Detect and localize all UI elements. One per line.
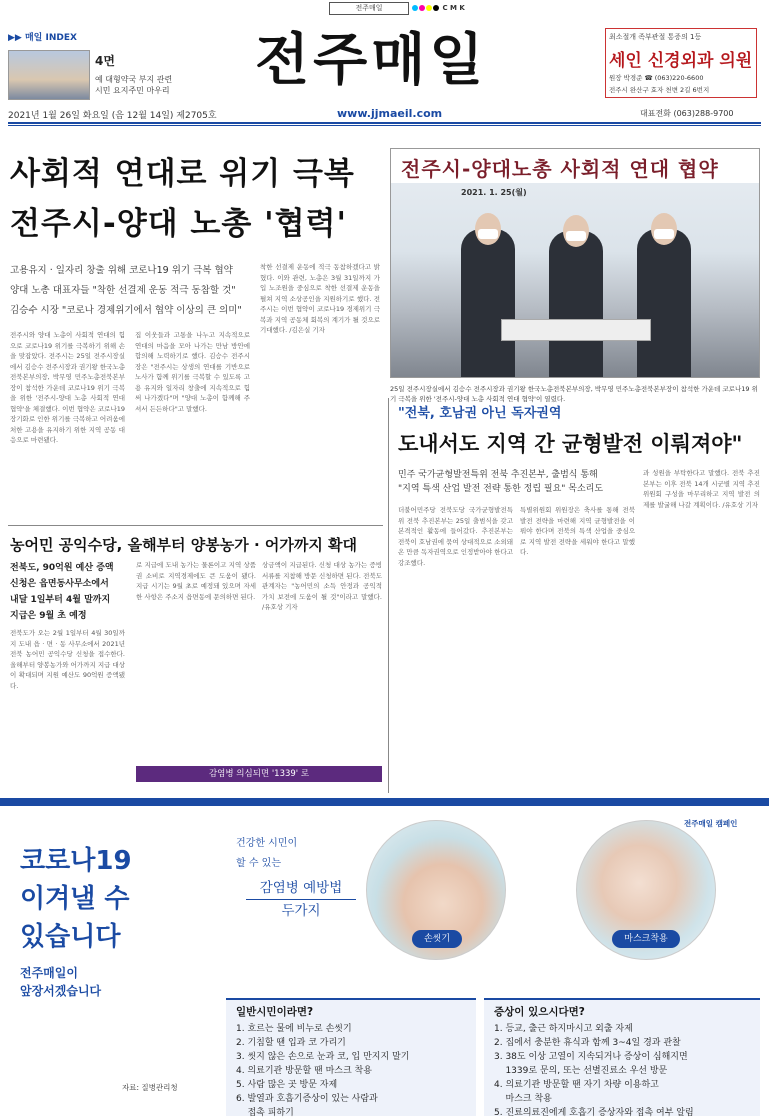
mask xyxy=(478,229,498,239)
general-public-title: 일반시민이라면? xyxy=(236,1006,314,1018)
header-rule xyxy=(8,122,761,124)
lead-subhead: 고용유지 · 일자리 창출 위해 코로나19 위기 극복 협약 xyxy=(10,265,233,276)
index-line: 예 대형약국 부지 관련 xyxy=(95,75,173,84)
photo-banner xyxy=(391,149,759,183)
index-label-text: 매일 INDEX xyxy=(24,33,77,43)
campaign-label: 전주매일 캠페인 xyxy=(684,819,738,828)
agreement-documents xyxy=(501,319,651,341)
tip-item: 1. 흐르는 물에 비누로 손씻기 xyxy=(236,1024,352,1034)
tip-item: 접촉 피하기 xyxy=(236,1108,294,1118)
lead-subhead: 양대 노총 대표자들 "착한 선결제 운동 적극 동참할 것" xyxy=(10,285,236,296)
symptom-box xyxy=(484,998,760,1116)
third-subhead: 지급은 9월 초 예정 xyxy=(10,611,87,621)
campaign-intro xyxy=(236,834,297,874)
second-body-col1: 더불어민주당 전북도당 국가균형발전특위 전북 추진본부는 25일 출범식을 갖고 본격적인 활동에 들어갔다. 추진본부는 전북이 호남권에 묶여 상대적으로 소외돼 온 만큼 독자권역으로 인정받아야 한다고 강조했다. xyxy=(398,506,513,567)
site-url[interactable]: www.jjmaeil.com xyxy=(337,107,443,120)
index-summary xyxy=(95,74,172,96)
second-headline[interactable]: 도내서도 지역 간 균형발전 이뤄져야" xyxy=(398,432,743,456)
ad-phone: 원장 박경준 ☎ (063)220-6600 xyxy=(609,74,704,82)
handwashing-label: 손씻기 xyxy=(412,930,462,948)
symptom-item: 2. 집에서 충분한 휴식과 함께 3~4일 경과 관찰 xyxy=(494,1038,681,1048)
lead-headline-1[interactable]: 사회적 연대로 위기 극복 xyxy=(10,156,355,192)
masthead-logo: 전주매일 xyxy=(255,28,488,93)
campaign-slogan-line: 있습니다 xyxy=(20,922,121,952)
third-subhead: 전북도, 90억원 예산 증액 xyxy=(10,563,114,573)
campaign-sponsor xyxy=(20,964,101,1000)
mask-label: 마스크착용 xyxy=(612,930,680,948)
general-public-box xyxy=(226,998,476,1116)
edition-box: 전주매일 xyxy=(329,2,409,15)
tip-item: 2. 기침할 땐 입과 코 가리기 xyxy=(236,1038,346,1048)
third-body-col1: 전북도가 오는 2월 1일부터 4월 30일까지 도내 읍 · 면 · 동 사무소에서 2021년 전북 농어민 공익수당 신청을 접수한다. 올해부터 양봉농가와 어가까지 지급 대상이 확대되며 지원 예산도 90억원 증액됐다. xyxy=(10,629,125,690)
campaign-slogan xyxy=(20,842,132,956)
campaign-sponsor-line: 전주매일이 xyxy=(20,966,78,980)
third-subhead: 신청은 읍면동사무소에서 xyxy=(10,579,109,589)
divider xyxy=(8,525,383,526)
cmyk-label: C M K xyxy=(442,4,465,12)
tip-item: 5. 사람 많은 곳 방문 자제 xyxy=(236,1080,338,1090)
index-page[interactable]: 4면 xyxy=(95,54,115,68)
photo-date: 2021. 1. 25(월) xyxy=(461,188,527,197)
main-phone: 대표전화 (063)288-9700 xyxy=(640,109,734,118)
header-rule-thin xyxy=(8,125,761,126)
lead-headline-2[interactable]: 전주시-양대 노총 '협력' xyxy=(10,206,347,242)
symptom-item: 4. 의료기관 방문할 땐 자기 차량 이용하고 xyxy=(494,1080,659,1090)
lead-photo[interactable] xyxy=(390,148,760,378)
third-subhead: 내달 1일부터 4월 말까지 xyxy=(10,595,111,605)
symptom-item: 마스크 착용 xyxy=(494,1094,552,1104)
photo-caption: 25일 전주시장실에서 김승수 전주시장과 권기왕 한국노총전북본부의장, 박무영 민주노총전북본부장이 참석한 가운데 코로나19 위기 극복을 위한 '전주시-양대 노총 사회적 연대 협약'이 열렸다. xyxy=(390,385,758,403)
campaign-title xyxy=(246,877,356,922)
lead-body-col2: 집 이웃들과 고통을 나누고 지속적으로 연대의 마음을 모아 나가는 만남 방안에 합의해 노력하기로 했다. 김승수 전주시장은 "전주시는 상생의 연대를 기반으로 노사가 함께 위기를 극복할 수 있도록 고용 유지와 일자리 창출에 지속적으로 힘써 나가겠다"며 "양대 노총이 함께해 주셔서 든든하다"고 말했다. xyxy=(135,331,250,413)
clinic-ad[interactable] xyxy=(605,28,757,98)
index-label: ▶▶ 매일 INDEX xyxy=(8,33,77,43)
person xyxy=(461,229,515,378)
ad-tagline: 최소절개 족부관절 통증의 1등 xyxy=(609,33,702,41)
tip-item: 4. 의료기관 방문할 땐 마스크 착용 xyxy=(236,1066,372,1076)
symptom-item: 1. 등교, 출근 하지마시고 외출 자제 xyxy=(494,1024,633,1034)
campaign-title-line: 두가지 xyxy=(281,903,321,919)
hotline-bar: 감염병 의심되면 '1339' 로 xyxy=(136,766,382,782)
lead-body-col1: 전주시와 양대 노총이 사회적 연대의 힘으로 코로나19 위기를 극복하기 위해 손을 맞잡았다. 전주시는 25일 전주시장실에서 김승수 전주시장과 권기왕 한국노총전북본부의장, 박무영 민주노총전북본부장이 참석한 가운데 코로나19 위기 극복을 위한 '전주시-양대 노총 사회적 연대 협약'을 체결했다. 이번 협약은 코로나19 장기화로 인한 위기를 극복하고 어려움에 처한 고용을 유지하기 위한 지역 공동 대응으로 마련됐다. xyxy=(10,331,125,444)
person xyxy=(549,231,603,378)
campaign-sponsor-line: 앞장서겠습니다 xyxy=(20,984,102,998)
photo-banner-text: 전주시-양대노총 사회적 연대 협약 xyxy=(401,157,719,181)
symptom-item: 5. 진료의료진에게 호흡기 증상자와 접촉 여부 알림 xyxy=(494,1108,694,1118)
third-body-col2: 로 지급에 도내 농가는 물론이고 지역 상품권 소비로 지역경제에도 큰 도움이 됐다. 지급 시기는 9월 초로 예정돼 있으며 자세한 사항은 주소지 읍면동에 문의하면 된다. xyxy=(136,561,256,601)
campaign-slogan-line: 코로나19 xyxy=(20,846,132,876)
second-body-col2: 특별위원회 위원장은 축사를 통해 전북 발전 전략을 마련해 지역 균형발전을 이뤄야 한다며 전북의 특색 산업을 중심으로 지역 발전 전략을 세워야 한다고 말했다. xyxy=(520,506,635,556)
campaign-slogan-line: 이겨낼 수 xyxy=(20,884,130,914)
third-subheads xyxy=(10,560,114,624)
person xyxy=(637,229,691,378)
index-line: 시민 요지주민 마우리 xyxy=(95,86,170,95)
mask xyxy=(654,229,674,239)
tip-item: 6. 발열과 호흡기증상이 있는 사람과 xyxy=(236,1094,378,1104)
issue-date: 2021년 1월 26일 화요일 (음 12월 14일) 제2705호 xyxy=(8,111,217,121)
mask xyxy=(566,231,586,241)
symptom-item: 3. 38도 이상 고열이 지속되거나 증상이 심해지면 xyxy=(494,1052,688,1062)
divider xyxy=(388,398,389,793)
campaign-intro-line: 할 수 있는 xyxy=(236,858,281,869)
symptom-item: 1339로 문의, 또는 선별진료소 우선 방문 xyxy=(494,1066,668,1076)
lead-subhead: 김승수 시장 "코로나 경제위기에서 협약 이상의 큰 의미" xyxy=(10,305,242,316)
index-thumbnail[interactable] xyxy=(8,50,90,100)
second-body-col3: 과 성원을 부탁한다고 말했다. 전북 추진본부는 이후 전북 14개 시군별 지역 추진위원회 구성을 마무리하고 지역 발전 의제를 발굴해 나갈 계획이다. /유호상 기자 xyxy=(643,469,760,509)
second-kicker[interactable]: "전북, 호남권 아닌 독자권역 xyxy=(398,406,562,421)
tip-item: 3. 씻지 않은 손으로 눈과 코, 입 만지지 말기 xyxy=(236,1052,410,1062)
campaign-source: 자료: 질병관리청 xyxy=(122,1083,178,1092)
cmyk-marks xyxy=(412,4,465,12)
third-headline[interactable]: 농어민 공익수당, 올해부터 양봉농가 · 어가까지 확대 xyxy=(10,536,358,554)
third-body-col3: 상금액이 지급된다. 신청 대상 농가는 증빙서류를 지참해 방문 신청하면 된다. 전북도 관계자는 "농어민의 소득 안정과 공익적 가치 보전에 도움이 될 것"이라고 말했다. /유호상 기자 xyxy=(262,561,382,611)
lead-body-col3: 착한 선결제 운동에 적극 동참하겠다고 밝혔다. 이와 관련, 노총은 3월 31일까지 가입 노조원을 중심으로 착한 선결제 운동을 펼쳐 지역 소상공인을 지원하기로 했다. 전주시는 이번 협약이 코로나19 경제위기 극복과 지역 공동체 회복의 계기가 될 것으로 기대했다. /김은실 기자 xyxy=(260,263,380,334)
symptom-title: 증상이 있으시다면? xyxy=(494,1006,585,1018)
campaign-title-line: 감염병 예방법 xyxy=(246,877,356,900)
second-subhead: 민주 국가균형발전특위 전북 추진본부, 출범식 통해 xyxy=(398,470,598,480)
ad-clinic-name: 세인 신경외과 의원 xyxy=(609,51,753,71)
campaign-intro-line: 건강한 시민이 xyxy=(236,838,298,849)
second-subheads xyxy=(398,468,603,496)
second-subhead: "지역 특색 산업 발전 전략 통한 정립 필요" 목소리도 xyxy=(398,484,604,494)
ad-address: 전주시 완산구 효자 천변 2길 6번지 xyxy=(609,86,710,94)
campaign-top-bar xyxy=(0,798,769,806)
